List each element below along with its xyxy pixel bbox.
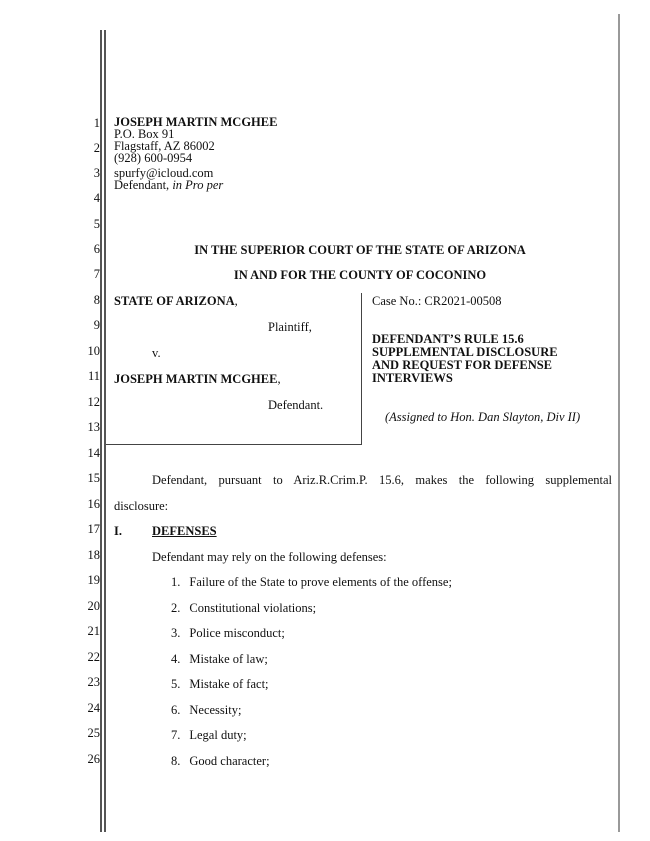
line-number: 8 bbox=[93, 293, 100, 307]
line-number: 14 bbox=[87, 446, 100, 460]
line-number: 18 bbox=[87, 548, 100, 562]
case-number: Case No.: CR2021-00508 bbox=[372, 294, 502, 308]
list-item-text: Police misconduct; bbox=[189, 626, 285, 640]
line-number: 10 bbox=[87, 344, 100, 358]
header-email: spurfy@icloud.com bbox=[114, 166, 214, 180]
list-item-number: 3. bbox=[171, 626, 181, 640]
right-margin-rule bbox=[618, 14, 620, 832]
list-item bbox=[171, 653, 268, 665]
intro-line1: Defendant, pursuant to Ariz.R.Crim.P. 15.6, makes the following supplemental bbox=[152, 473, 612, 487]
list-item-text: Necessity; bbox=[189, 703, 242, 717]
line-number: 16 bbox=[87, 497, 100, 511]
section-title: DEFENSES bbox=[152, 524, 217, 538]
document-title-line1: DEFENDANT’S RULE 15.6 bbox=[372, 332, 524, 346]
list-item-text: Good character; bbox=[189, 754, 270, 768]
caption-defendant-name: JOSEPH MARTIN MCGHEE bbox=[114, 372, 278, 386]
list-item-number: 4. bbox=[171, 652, 181, 666]
list-item bbox=[171, 627, 285, 639]
court-title-line1: IN THE SUPERIOR COURT OF THE STATE OF ARIZONA bbox=[194, 243, 526, 257]
caption-plaintiff-comma: , bbox=[234, 294, 238, 308]
list-item-number: 2. bbox=[171, 601, 181, 615]
line-number: 9 bbox=[93, 318, 100, 332]
list-item-text: Constitutional violations; bbox=[189, 601, 317, 615]
line-number: 13 bbox=[87, 420, 100, 434]
header-address2: Flagstaff, AZ 86002 bbox=[114, 139, 215, 153]
document-title-line2: SUPPLEMENTAL DISCLOSURE bbox=[372, 345, 558, 359]
list-item bbox=[171, 602, 316, 614]
list-item-number: 6. bbox=[171, 703, 181, 717]
line-number: 21 bbox=[87, 624, 100, 638]
document-title-line3: AND REQUEST FOR DEFENSE bbox=[372, 358, 553, 372]
line-number: 15 bbox=[87, 471, 100, 485]
list-item-text: Mistake of law; bbox=[189, 652, 268, 666]
caption-plaintiff bbox=[114, 295, 238, 307]
line-number: 17 bbox=[87, 522, 100, 536]
list-item-number: 5. bbox=[171, 677, 181, 691]
list-item bbox=[171, 729, 247, 741]
list-item bbox=[171, 755, 270, 767]
line-number: 7 bbox=[93, 267, 100, 281]
line-number: 4 bbox=[93, 191, 100, 205]
caption-defendant bbox=[114, 373, 281, 385]
header-role-prefix: Defendant, bbox=[114, 178, 173, 192]
list-item-text: Failure of the State to prove elements of the offense; bbox=[189, 575, 452, 589]
list-item bbox=[171, 704, 241, 716]
caption-plaintiff-name: STATE OF ARIZONA bbox=[114, 294, 235, 308]
left-margin-rule-inner bbox=[104, 30, 106, 832]
line-number: 22 bbox=[87, 650, 100, 664]
line-number: 20 bbox=[87, 599, 100, 613]
line-number: 2 bbox=[93, 141, 100, 155]
line-number: 26 bbox=[87, 752, 100, 766]
list-item-number: 1. bbox=[171, 575, 181, 589]
left-margin-rule-outer bbox=[100, 30, 102, 832]
court-title-line2: IN AND FOR THE COUNTY OF COCONINO bbox=[233, 268, 487, 282]
caption-defendant-label: Defendant. bbox=[268, 398, 324, 412]
caption-defendant-comma: , bbox=[277, 372, 281, 386]
list-item-number: 8. bbox=[171, 754, 181, 768]
caption-plaintiff-label: Plaintiff, bbox=[268, 320, 312, 334]
line-number: 11 bbox=[87, 369, 100, 383]
line-number: 12 bbox=[87, 395, 100, 409]
intro-line2: disclosure: bbox=[114, 499, 169, 513]
caption-vertical-rule bbox=[361, 293, 362, 444]
header-role bbox=[114, 179, 223, 191]
line-number: 3 bbox=[93, 166, 100, 180]
list-item-text: Legal duty; bbox=[189, 728, 247, 742]
section-number: I. bbox=[114, 524, 122, 538]
caption-bottom-rule bbox=[106, 444, 362, 445]
line-number: 6 bbox=[93, 242, 100, 256]
line-number: 1 bbox=[93, 116, 100, 130]
list-item-text: Mistake of fact; bbox=[189, 677, 269, 691]
caption-versus: v. bbox=[152, 346, 161, 360]
defenses-intro: Defendant may rely on the following defenses: bbox=[152, 550, 387, 564]
line-number: 24 bbox=[87, 701, 100, 715]
header-phone: (928) 600-0954 bbox=[114, 151, 193, 165]
header-name: JOSEPH MARTIN MCGHEE bbox=[114, 115, 278, 129]
line-number: 19 bbox=[87, 573, 100, 587]
header-address1: P.O. Box 91 bbox=[114, 127, 175, 141]
header-role-italic: in Pro per bbox=[172, 178, 224, 192]
line-number: 25 bbox=[87, 726, 100, 740]
document-title-line4: INTERVIEWS bbox=[372, 371, 453, 385]
list-item-number: 7. bbox=[171, 728, 181, 742]
assigned-judge: (Assigned to Hon. Dan Slayton, Div II) bbox=[385, 410, 581, 424]
line-number: 23 bbox=[87, 675, 100, 689]
list-item bbox=[171, 678, 269, 690]
line-number: 5 bbox=[93, 217, 100, 231]
list-item bbox=[171, 576, 452, 588]
